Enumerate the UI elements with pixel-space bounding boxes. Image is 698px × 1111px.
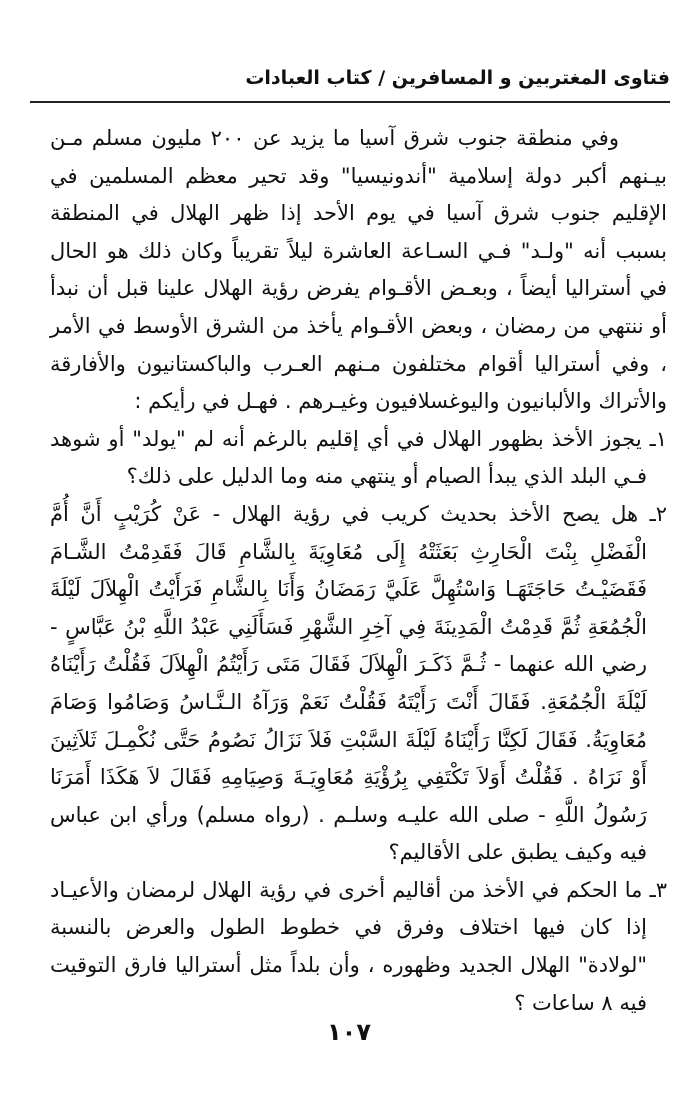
question-number: ١ـ [649,426,667,451]
running-header: فتاوى المغتربين و المسافرين / كتاب العبادات [245,67,670,89]
question-number: ٢ـ [649,501,667,526]
question-item-3 [50,872,667,1022]
intro-paragraph: وفي منطقة جنوب شرق آسيا ما يزيد عن ٢٠٠ مليون مسلم مـن بيـنهم أكبر دولة إسلامية "أندونيسيا" وقد تحير معظم المسلمين في الإقليم جنوب شرق آسيا في يوم الأحد إذا ظهر الهلال في المنطقة بسبب أنه "ولـد" فـي السـاعة العاشرة ليلاً تقريباً وكان ذلك هو الحال في أستراليا أيضاً ، وبعـض الأقـوام يفرض رؤية الهلال علينا قبل أن نبدأ أو ننتهي من رمضان ، وبعض الأقـوام يأخذ من الشرق الأوسط في الأمر ، وفي أستراليا أقوام مختلفون مـنهم العـرب والباكستانيون والأفارقة والأتراك والألبانيون واليوغسلافيون وغيـرهم . فهـل في رأيكم : [50,126,667,414]
question-item-2 [50,496,667,872]
question-text: هل يصح الأخذ بحديث كريب في رؤية الهلال - عَنْ كُرَيْبٍ أَنَّ أُمَّ الْفَضْلِ بِنْتَ الْحَارِثِ بَعَثَتْهُ إِلَى مُعَاوِيَةَ بِالشَّامِ قَالَ فَقَدِمْتُ الشَّـامَ فَقَضَيْـتُ حَاجَتَهَـا وَاسْتُهِلَّ عَلَيَّ رَمَضَانُ وَأَنَا بِالشَّامِ فَرَأَيْتُ الْهِلاَلَ لَيْلَةَ الْجُمُعَةِ ثُمَّ قَدِمْتُ الْمَدِينَةَ فِي آخِرِ الشَّهْرِ فَسَأَلَنِي عَبْدُ اللَّهِ بْنُ عَبَّاسٍ - رضي الله عنهما - ثُـمَّ ذَكَـرَ الْهِلاَلَ فَقَالَ مَتَى رَأَيْتُمُ الْهِلاَلَ فَقُلْتُ رَأَيْنَاهُ لَيْلَةَ الْجُمُعَةِ. فَقَالَ أَنْتَ رَأَيْتَهُ فَقُلْتُ نَعَمْ وَرَآهُ الـنَّـاسُ وَصَامُوا وَصَامَ مُعَاوِيَةُ. فَقَالَ لَكِنَّا رَأَيْنَاهُ لَيْلَةَ السَّبْتِ فَلاَ نَزَالُ نَصُومُ حَتَّى نُكْمِـلَ ثَلاَثِينَ أَوْ نَرَاهُ . فَقُلْتُ أَوَلاَ تَكْتَفِي بِرُؤْيَةِ مُعَاوِيَـةَ وَصِيَامِهِ فَقَالَ لاَ هَكَذَا أَمَرَنَا رَسُولُ اللَّهِ - صلى الله عليـه وسلـم . (رواه مسلم) ورأي ابن عباس فيه وكيف يطبق على الأقاليم؟ [50,501,647,865]
header-divider [30,101,670,103]
page-number: ١٠٧ [327,1018,371,1046]
page-body [50,120,667,1022]
question-number: ٣ـ [649,877,668,902]
question-item-1 [50,421,667,496]
question-text: ما الحكم في الأخذ من أقاليم أخرى في رؤية الهلال لرمضان والأعيـاد إذا كان فيها اختلاف وفرق في خطوط الطول والعرض بالنسبة "لولادة" الهلال الجديد وظهوره ، وأن بلداً مثل أستراليا فارق التوقيت فيه ٨ ساعات ؟ [50,877,647,1015]
question-text: يجوز الأخذ بظهور الهلال في أي إقليم بالرغم أنه لم "يولد" أو شوهد فـي البلد الذي يبدأ الصيام أو ينتهي منه وما الدليل على ذلك؟ [50,426,647,489]
